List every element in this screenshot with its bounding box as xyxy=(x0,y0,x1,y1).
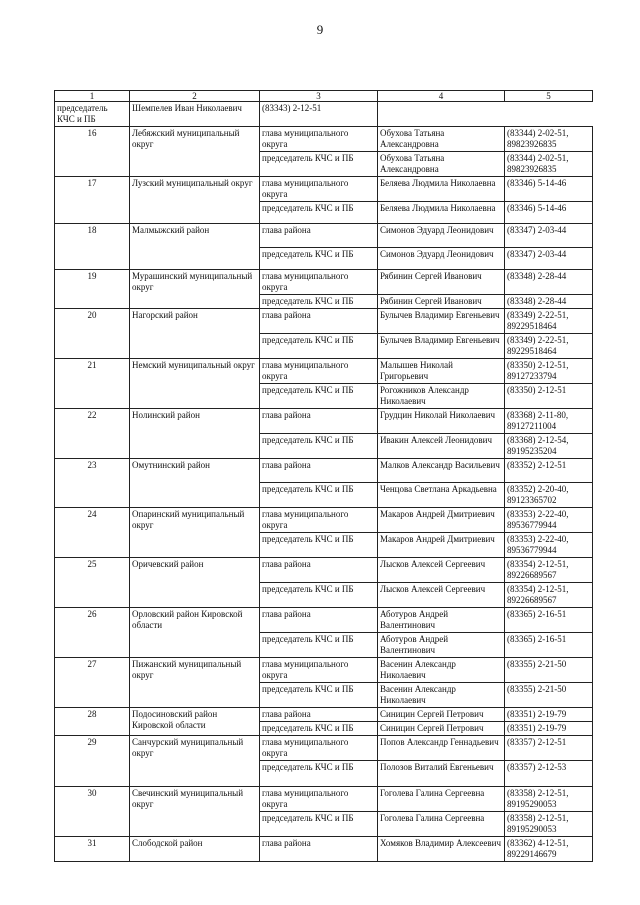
position-cell: глава района xyxy=(260,608,378,633)
phone-cell: (83349) 2-22-51, 89229518464 xyxy=(505,334,593,359)
phone-cell: (83346) 5-14-46 xyxy=(505,177,593,202)
person-name-cell: Беляева Людмила Николаевна xyxy=(378,202,505,224)
municipality-cell: Лебяжский муниципальный округ xyxy=(130,127,260,177)
person-name-cell: Васенин Александр Николаевич xyxy=(378,658,505,683)
position-cell: глава района xyxy=(260,558,378,583)
phone-cell: (83351) 2-19-79 xyxy=(505,722,593,736)
position-cell: председатель КЧС и ПБ xyxy=(260,533,378,558)
position-cell: председатель КЧС и ПБ xyxy=(260,722,378,736)
position-cell: глава района xyxy=(260,459,378,483)
row-number-cell: 29 xyxy=(55,736,130,787)
row-number-cell: 31 xyxy=(55,837,130,862)
person-name-cell: Синицин Сергей Петрович xyxy=(378,708,505,722)
phone-cell: (83368) 2-12-54, 89195235204 xyxy=(505,434,593,459)
position-cell: глава муниципального округа xyxy=(260,736,378,761)
page-number: 9 xyxy=(316,22,324,37)
position-cell: глава муниципального округа xyxy=(260,177,378,202)
person-name-cell: Обухова Татьяна Александровна xyxy=(378,152,505,177)
phone-cell: (83358) 2-12-51, 89195290053 xyxy=(505,787,593,812)
phone-cell: (83349) 2-22-51, 89229518464 xyxy=(505,309,593,334)
position-cell: председатель КЧС и ПБ xyxy=(260,248,378,270)
phone-cell: (83350) 2-12-51, 89127233794 xyxy=(505,359,593,384)
row-number-cell: 28 xyxy=(55,708,130,736)
person-name-cell: Макаров Андрей Дмитриевич xyxy=(378,508,505,533)
phone-cell: (83362) 4-12-51, 89229146679 xyxy=(505,837,593,862)
position-cell: глава муниципального округа xyxy=(260,127,378,152)
phone-cell: (83343) 2-12-51 xyxy=(260,102,378,127)
position-cell: председатель КЧС и ПБ xyxy=(260,434,378,459)
phone-cell: (83357) 2-12-51 xyxy=(505,736,593,761)
table-row xyxy=(55,708,593,722)
phone-cell: (83354) 2-12-51, 89226689567 xyxy=(505,558,593,583)
position-cell: глава муниципального округа xyxy=(260,270,378,295)
table-row xyxy=(55,102,593,127)
table-body xyxy=(55,102,593,862)
table-row xyxy=(55,359,593,384)
phone-cell: (83346) 5-14-46 xyxy=(505,202,593,224)
table-row xyxy=(55,736,593,761)
table-row xyxy=(55,409,593,434)
person-name-cell: Лысков Алексей Сергеевич xyxy=(378,558,505,583)
phone-cell: (83354) 2-12-51, 89226689567 xyxy=(505,583,593,608)
table-row xyxy=(55,177,593,202)
person-name-cell: Малков Александр Васильевич xyxy=(378,459,505,483)
municipality-cell: Свечинский муниципальный округ xyxy=(130,787,260,837)
position-cell: председатель КЧС и ПБ xyxy=(55,102,130,127)
row-number-cell: 23 xyxy=(55,459,130,508)
phone-cell: (83348) 2-28-44 xyxy=(505,270,593,295)
table-row xyxy=(55,224,593,248)
phone-cell: (83348) 2-28-44 xyxy=(505,295,593,309)
row-number-cell: 18 xyxy=(55,224,130,270)
person-name-cell: Грудцин Николай Николаевич xyxy=(378,409,505,434)
municipality-cell: Мурашинский муниципальный округ xyxy=(130,270,260,309)
position-cell: председатель КЧС и ПБ xyxy=(260,202,378,224)
person-name-cell: Булычев Владимир Евгеньевич xyxy=(378,334,505,359)
position-cell: глава муниципального округа xyxy=(260,787,378,812)
person-name-cell: Булычев Владимир Евгеньевич xyxy=(378,309,505,334)
row-number-cell: 30 xyxy=(55,787,130,837)
municipality-cell: Малмыжский район xyxy=(130,224,260,270)
phone-cell: (83365) 2-16-51 xyxy=(505,633,593,658)
position-cell: глава муниципального округа xyxy=(260,508,378,533)
phone-cell: (83355) 2-21-50 xyxy=(505,683,593,708)
row-number-cell: 22 xyxy=(55,409,130,459)
phone-cell: (83350) 2-12-51 xyxy=(505,384,593,409)
header-col-3: 3 xyxy=(260,91,378,102)
header-col-4: 4 xyxy=(378,91,505,102)
municipality-cell: Санчурский муниципальный округ xyxy=(130,736,260,787)
municipality-cell: Оричевский район xyxy=(130,558,260,608)
municipality-cell: Пижанский муниципальный округ xyxy=(130,658,260,708)
person-name-cell: Макаров Андрей Дмитриевич xyxy=(378,533,505,558)
row-number-cell: 24 xyxy=(55,508,130,558)
table-row xyxy=(55,508,593,533)
table-row xyxy=(55,127,593,152)
table-row xyxy=(55,608,593,633)
phone-cell: (83352) 2-20-40, 89123365702 xyxy=(505,483,593,508)
person-name-cell: Полозов Виталий Евгеньевич xyxy=(378,761,505,787)
phone-cell: (83358) 2-12-51, 89195290053 xyxy=(505,812,593,837)
person-name-cell: Ивакин Алексей Леонидович xyxy=(378,434,505,459)
position-cell: глава муниципального округа xyxy=(260,658,378,683)
phone-cell: (83347) 2-03-44 xyxy=(505,248,593,270)
person-name-cell: Гоголева Галина Сергеевна xyxy=(378,787,505,812)
municipality-cell: Нолинский район xyxy=(130,409,260,459)
table-row xyxy=(55,558,593,583)
header-col-1: 1 xyxy=(55,91,130,102)
table-header-row xyxy=(55,91,593,102)
person-name-cell: Гоголева Галина Сергеевна xyxy=(378,812,505,837)
table-row xyxy=(55,270,593,295)
person-name-cell: Аботуров Андрей Валентинович xyxy=(378,633,505,658)
phone-cell: (83368) 2-11-80, 89127211004 xyxy=(505,409,593,434)
person-name-cell: Попов Александр Геннадьевич xyxy=(378,736,505,761)
position-cell: председатель КЧС и ПБ xyxy=(260,384,378,409)
municipality-cell: Нагорский район xyxy=(130,309,260,359)
phone-cell: (83353) 2-22-40, 89536779944 xyxy=(505,508,593,533)
row-number-cell: 21 xyxy=(55,359,130,409)
position-cell: глава района xyxy=(260,708,378,722)
row-number-cell: 19 xyxy=(55,270,130,309)
municipality-cell: Подосиновский район Кировской области xyxy=(130,708,260,736)
row-number-cell: 27 xyxy=(55,658,130,708)
phone-cell: (83347) 2-03-44 xyxy=(505,224,593,248)
person-name-cell: Малышев Николай Григорьевич xyxy=(378,359,505,384)
person-name-cell: Симонов Эдуард Леонидович xyxy=(378,248,505,270)
position-cell: глава района xyxy=(260,224,378,248)
row-number-cell: 17 xyxy=(55,177,130,224)
table-row xyxy=(55,837,593,862)
person-name-cell: Симонов Эдуард Леонидович xyxy=(378,224,505,248)
header-col-5: 5 xyxy=(505,91,593,102)
position-cell: председатель КЧС и ПБ xyxy=(260,583,378,608)
municipality-cell: Слободской район xyxy=(130,837,260,862)
table-row xyxy=(55,309,593,334)
person-name-cell: Рогожников Александр Николаевич xyxy=(378,384,505,409)
person-name-cell: Рябинин Сергей Иванович xyxy=(378,295,505,309)
municipality-cell: Лузский муниципальный округ xyxy=(130,177,260,224)
person-name-cell: Шемпелев Иван Николаевич xyxy=(130,102,260,127)
position-cell: председатель КЧС и ПБ xyxy=(260,812,378,837)
phone-cell: (83352) 2-12-51 xyxy=(505,459,593,483)
row-number-cell: 20 xyxy=(55,309,130,359)
person-name-cell: Ченцова Светлана Аркадьевна xyxy=(378,483,505,508)
position-cell: глава муниципального округа xyxy=(260,359,378,384)
header-col-2: 2 xyxy=(130,91,260,102)
position-cell: председатель КЧС и ПБ xyxy=(260,334,378,359)
position-cell: председатель КЧС и ПБ xyxy=(260,761,378,787)
person-name-cell: Обухова Татьяна Александровна xyxy=(378,127,505,152)
position-cell: глава района xyxy=(260,837,378,862)
phone-cell: (83344) 2-02-51, 89823926835 xyxy=(505,127,593,152)
person-name-cell: Синицин Сергей Петрович xyxy=(378,722,505,736)
person-name-cell: Аботуров Андрей Валентинович xyxy=(378,608,505,633)
position-cell: глава района xyxy=(260,409,378,434)
position-cell: председатель КЧС и ПБ xyxy=(260,483,378,508)
position-cell: глава района xyxy=(260,309,378,334)
phone-cell: (83365) 2-16-51 xyxy=(505,608,593,633)
municipality-cell: Орловский район Кировской области xyxy=(130,608,260,658)
phone-cell: (83357) 2-12-53 xyxy=(505,761,593,787)
position-cell: председатель КЧС и ПБ xyxy=(260,683,378,708)
person-name-cell: Лысков Алексей Сергеевич xyxy=(378,583,505,608)
table-row xyxy=(55,459,593,483)
table-row xyxy=(55,787,593,812)
person-name-cell: Хомяков Владимир Алексеевич xyxy=(378,837,505,862)
row-number-cell: 26 xyxy=(55,608,130,658)
municipality-cell: Немский муниципальный округ xyxy=(130,359,260,409)
position-cell: председатель КЧС и ПБ xyxy=(260,633,378,658)
municipality-cell: Омутнинский район xyxy=(130,459,260,508)
phone-cell: (83353) 2-22-40, 89536779944 xyxy=(505,533,593,558)
table-row xyxy=(55,658,593,683)
phone-cell: (83351) 2-19-79 xyxy=(505,708,593,722)
person-name-cell: Васенин Александр Николаевич xyxy=(378,683,505,708)
position-cell: председатель КЧС и ПБ xyxy=(260,295,378,309)
phone-cell: (83355) 2-21-50 xyxy=(505,658,593,683)
position-cell: председатель КЧС и ПБ xyxy=(260,152,378,177)
phone-cell: (83344) 2-02-51, 89823926835 xyxy=(505,152,593,177)
row-number-cell: 25 xyxy=(55,558,130,608)
municipality-cell: Опаринский муниципальный округ xyxy=(130,508,260,558)
contacts-table xyxy=(54,90,593,862)
row-number-cell: 16 xyxy=(55,127,130,177)
person-name-cell: Рябинин Сергей Иванович xyxy=(378,270,505,295)
person-name-cell: Беляева Людмила Николаевна xyxy=(378,177,505,202)
